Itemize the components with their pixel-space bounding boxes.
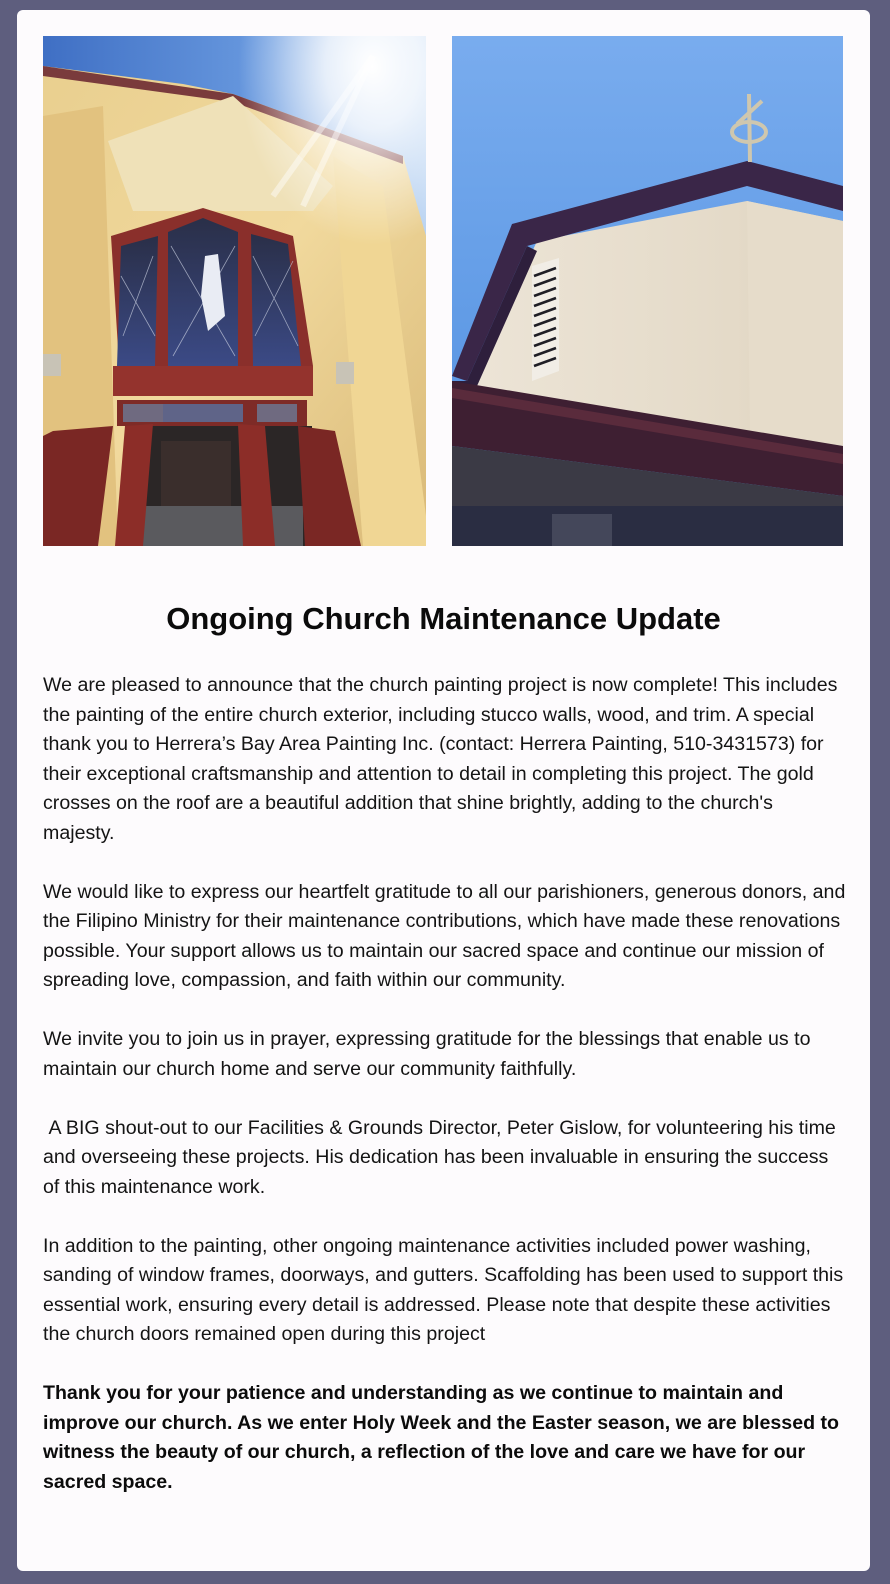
article-body bbox=[43, 671, 847, 1527]
church-roof-cross-photo bbox=[452, 36, 843, 546]
closing-statement: Thank you for your patience and understanding as we continue to maintain and improve our church. As we enter Holy Week and the Easter season, we are blessed to witness the beauty of our church, a reflection of the love and care we have for our sacred space. bbox=[43, 1382, 839, 1493]
church-entrance-image bbox=[43, 36, 426, 546]
paragraph-prayer-invitation: We invite you to join us in prayer, expressing gratitude for the blessings that enable us to maintain our church home and serve our community faithfully. bbox=[43, 1028, 811, 1080]
paragraph-painting-complete: We are pleased to announce that the church painting project is now complete! This includes the painting of the entire church exterior, including stucco walls, wood, and trim. A special thank you to Herrera’s Bay Area Painting Inc. (contact: Herrera Painting, 510-3431573) for their exceptional craftsmanship and attention to detail in completing this project. The gold crosses on the roof are a beautiful addition that shine brightly, adding to the church's majesty. bbox=[43, 674, 838, 844]
announcement-card bbox=[17, 10, 870, 1571]
page-title: Ongoing Church Maintenance Update bbox=[166, 601, 721, 636]
church-entrance-photo bbox=[43, 36, 426, 546]
paragraph-director-shoutout: A BIG shout-out to our Facilities & Grounds Director, Peter Gislow, for volunteering his time and overseeing these projects. His dedication has been invaluable in ensuring the success of this maintenance work. bbox=[43, 1116, 836, 1198]
paragraph-gratitude: We would like to express our heartfelt gratitude to all our parishioners, generous donors, and the Filipino Ministry for their maintenance contributions, which have made these renovations possible. Your support allows us to maintain our sacred space and continue our mission of spreading love, compassion, and faith within our community. bbox=[43, 880, 846, 991]
photo-gallery bbox=[43, 36, 843, 546]
paragraph-other-maintenance: In addition to the painting, other ongoing maintenance activities included power washing, sanding of window frames, doorways, and gutters. Scaffolding has been used to support this essential work, ensuring every detail is addressed. Please note that despite these activities the church doors remained open during this project bbox=[43, 1234, 844, 1345]
church-roof-image bbox=[452, 36, 843, 546]
